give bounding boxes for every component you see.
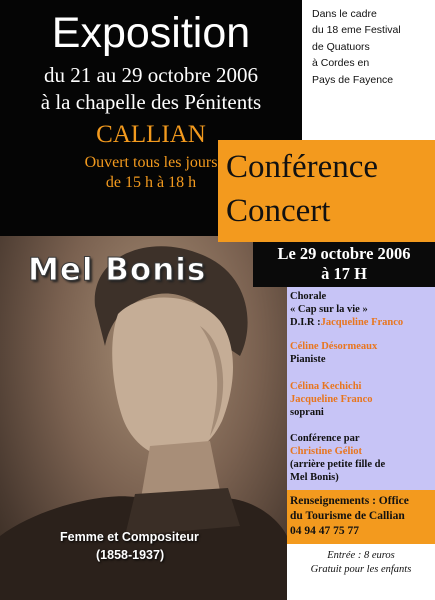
- choir-director: [290, 316, 403, 329]
- exhibition-title: Exposition: [51, 9, 251, 57]
- choir-name: « Cap sur la vie »: [290, 304, 368, 315]
- exhibition-hours-line2: de 15 h à 18 h: [105, 174, 197, 191]
- event-time: à 17 H: [321, 264, 367, 283]
- choir-label: Chorale: [290, 291, 327, 302]
- soprano-name: Jacqueline Franco: [290, 394, 373, 405]
- pianist-name: Céline Désormeaux: [290, 341, 378, 352]
- talk-note: (arrière petite fille de: [290, 459, 386, 470]
- event-title-line1: Conférence: [226, 149, 379, 185]
- festival-line: Dans le cadre: [312, 8, 377, 20]
- exhibition-hours-line1: Ouvert tous les jours: [84, 154, 218, 171]
- festival-line: à Cordes en: [312, 57, 370, 70]
- info-line1: Renseignements : Office: [290, 495, 409, 507]
- event-date: Le 29 octobre 2006: [277, 244, 411, 263]
- director-label: D.I.R :: [290, 317, 321, 328]
- soprano-role: soprani: [290, 407, 324, 418]
- festival-line: du 18 eme Festival: [312, 24, 401, 37]
- price-children: Gratuit pour les enfants: [310, 564, 412, 575]
- portrait-face: [112, 298, 233, 458]
- composer-years: (1858-1937): [96, 548, 165, 562]
- festival-line: Pays de Fayence: [312, 73, 394, 86]
- portrait-illustration: [0, 236, 287, 600]
- event-title-line2: Concert: [226, 193, 331, 229]
- exhibition-dates: du 21 au 29 octobre 2006: [43, 63, 259, 87]
- director-name: Jacqueline Franco: [320, 317, 404, 328]
- exhibition-city: CALLIAN: [96, 121, 206, 148]
- composer-name: Mel Bonis: [28, 252, 207, 288]
- soprano-name: Célina Kechichi: [290, 381, 362, 392]
- talk-speaker: Christine Géliot: [290, 446, 363, 457]
- talk-note: Mel Bonis): [290, 472, 339, 483]
- composer-subtitle: Femme et Compositeur: [60, 530, 199, 544]
- exhibition-place: à la chapelle des Pénitents: [40, 90, 262, 114]
- info-line2: du Tourisme de Callian: [290, 510, 405, 522]
- pianist-role: Pianiste: [290, 354, 326, 365]
- festival-line: de Quatuors: [312, 40, 370, 53]
- price-entry: Entrée : 8 euros: [327, 550, 395, 561]
- talk-label: Conférence par: [290, 433, 360, 444]
- portrait-photo: [0, 236, 287, 600]
- info-phone: 04 94 47 75 77: [290, 525, 359, 537]
- festival-note: [312, 6, 430, 88]
